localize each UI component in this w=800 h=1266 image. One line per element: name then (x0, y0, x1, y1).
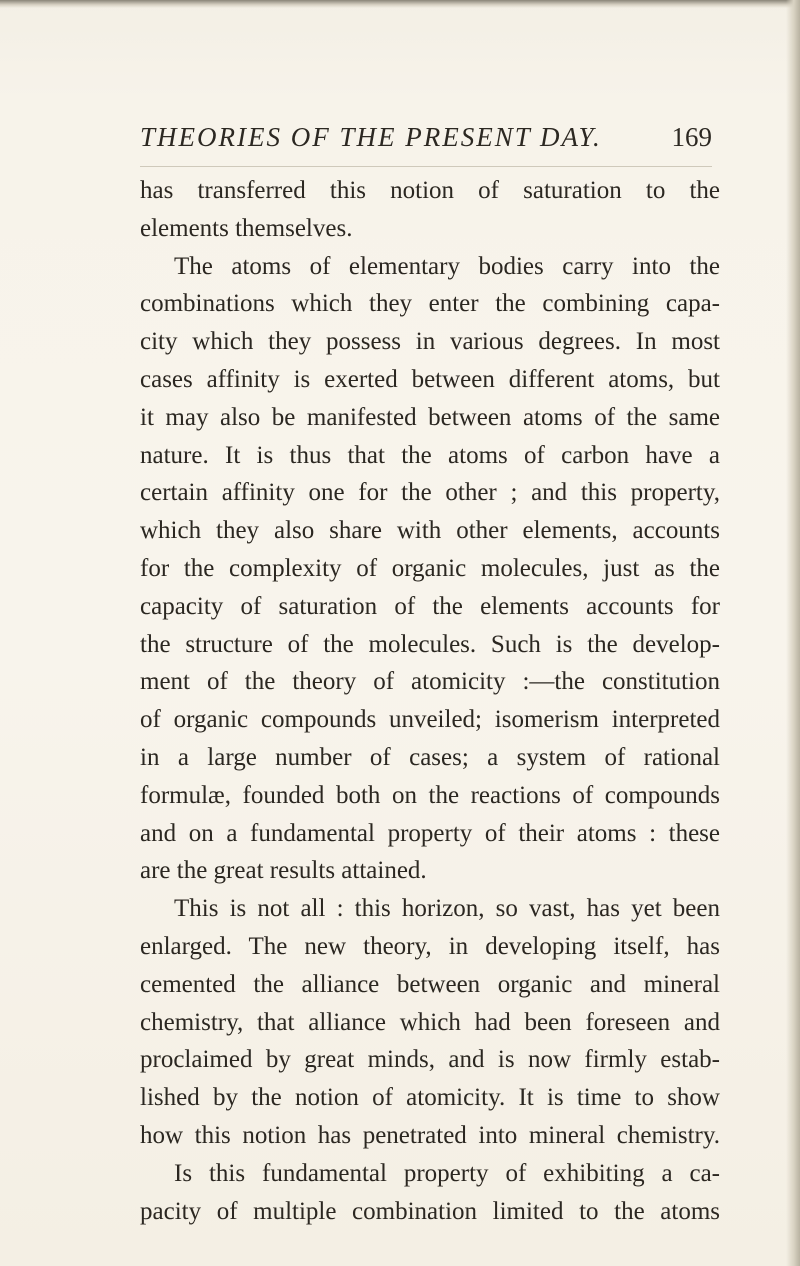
text-line: how this notion has penetrated into mineral chemistry. (140, 1121, 720, 1149)
text-line: This is not all : this horizon, so vast, has yet been (174, 895, 720, 923)
text-line: cemented the alliance between organic and mineral (140, 970, 720, 998)
text-line: it may also be manifested between atoms of the same (140, 403, 720, 431)
page-edge-shadow (0, 0, 800, 8)
text-line: formulæ, founded both on the reactions of compounds (140, 781, 720, 809)
text-line: cases affinity is exerted between different atoms, but (140, 365, 720, 393)
text-line: pacity of multiple combination limited to the atoms (140, 1197, 720, 1225)
text-line: lished by the notion of atomicity. It is time to show (140, 1084, 720, 1112)
text-line: ment of the theory of atomicity :—the constitution (140, 668, 720, 696)
text-line: are the great results attained. (140, 857, 427, 885)
page-gutter-shadow (786, 0, 800, 1266)
header-rule (140, 166, 712, 167)
text-line: city which they possess in various degrees. In most (140, 328, 720, 356)
text-line: has transferred this notion of saturation to the (140, 177, 720, 204)
text-line: capacity of saturation of the elements accounts for (140, 592, 720, 620)
text-line: nature. It is thus that the atoms of carbon have a (140, 441, 720, 469)
text-line: of organic compounds unveiled; isomerism interpreted (140, 706, 720, 734)
text-line: elements themselves. (140, 214, 353, 242)
running-head: THEORIES OF THE PRESENT DAY. (140, 122, 602, 152)
page-header (140, 122, 740, 162)
text-line: enlarged. The new theory, in developing itself, has (140, 932, 720, 960)
text-line: and on a fundamental property of their atoms : these (140, 819, 720, 847)
text-line: the structure of the molecules. Such is the develop- (140, 630, 720, 658)
text-line: certain affinity one for the other ; and this property, (140, 479, 720, 507)
text-line: The atoms of elementary bodies carry into the (174, 252, 720, 280)
page-number: 169 (671, 122, 712, 152)
text-line: in a large number of cases; a system of rational (140, 743, 720, 771)
text-line: which they also share with other elements, accounts (140, 517, 720, 545)
text-line: proclaimed by great minds, and is now firmly estab- (140, 1046, 720, 1074)
body-text (140, 172, 720, 1230)
text-line: chemistry, that alliance which had been foreseen and (140, 1008, 720, 1036)
text-line: combinations which they enter the combining capa- (140, 290, 720, 318)
text-line: Is this fundamental property of exhibiting a ca- (174, 1159, 720, 1187)
text-line: for the complexity of organic molecules, just as the (140, 554, 720, 582)
